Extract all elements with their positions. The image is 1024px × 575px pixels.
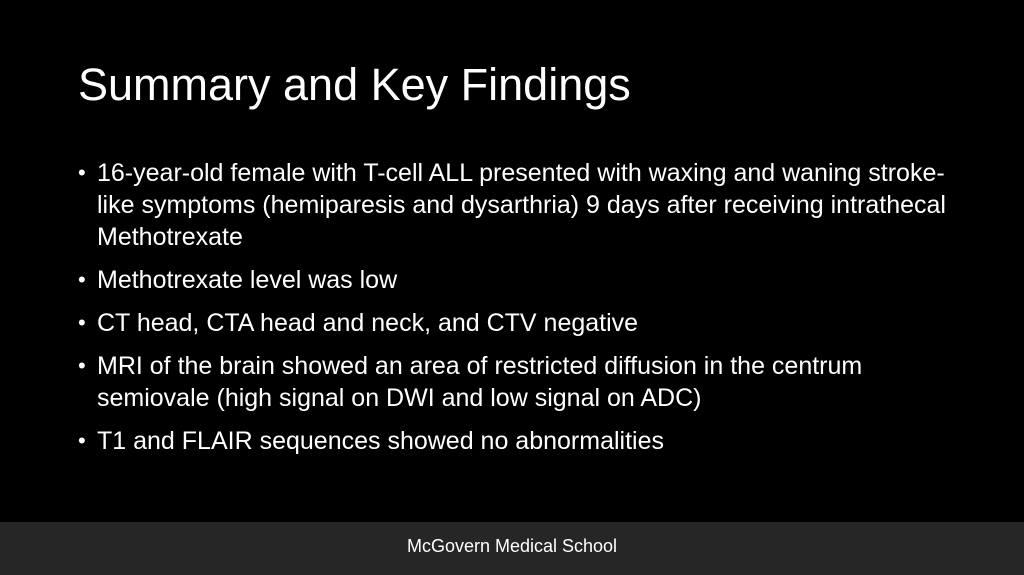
bullet-text: Methotrexate level was low [97, 266, 398, 294]
footer-bar [0, 522, 1024, 575]
bullet-item [78, 307, 958, 339]
bullet-dot-icon: • [78, 267, 86, 292]
bullet-dot-icon: • [78, 310, 86, 335]
bullet-list [78, 157, 958, 468]
bullet-text: CT head, CTA head and neck, and CTV negative [97, 309, 639, 337]
bullet-item [78, 264, 958, 296]
bullet-dot-icon: • [78, 160, 86, 185]
bullet-item [78, 425, 958, 457]
bullet-text: T1 and FLAIR sequences showed no abnormalities [97, 427, 664, 455]
bullet-item [78, 350, 958, 414]
bullet-dot-icon: • [78, 353, 86, 378]
bullet-text: MRI of the brain showed an area of restricted diffusion in the centrum semiovale (high signal on DWI and low signal on ADC) [97, 352, 863, 412]
bullet-text: 16-year-old female with T-cell ALL presented with waxing and waning stroke-like symptoms (hemiparesis and dysarthria) 9 days after receiving intrathecal Methotrexate [97, 159, 946, 251]
slide-title: Summary and Key Findings [78, 59, 631, 110]
footer-text: McGovern Medical School [406, 536, 618, 556]
bullet-item [78, 157, 958, 253]
bullet-dot-icon: • [78, 428, 86, 453]
